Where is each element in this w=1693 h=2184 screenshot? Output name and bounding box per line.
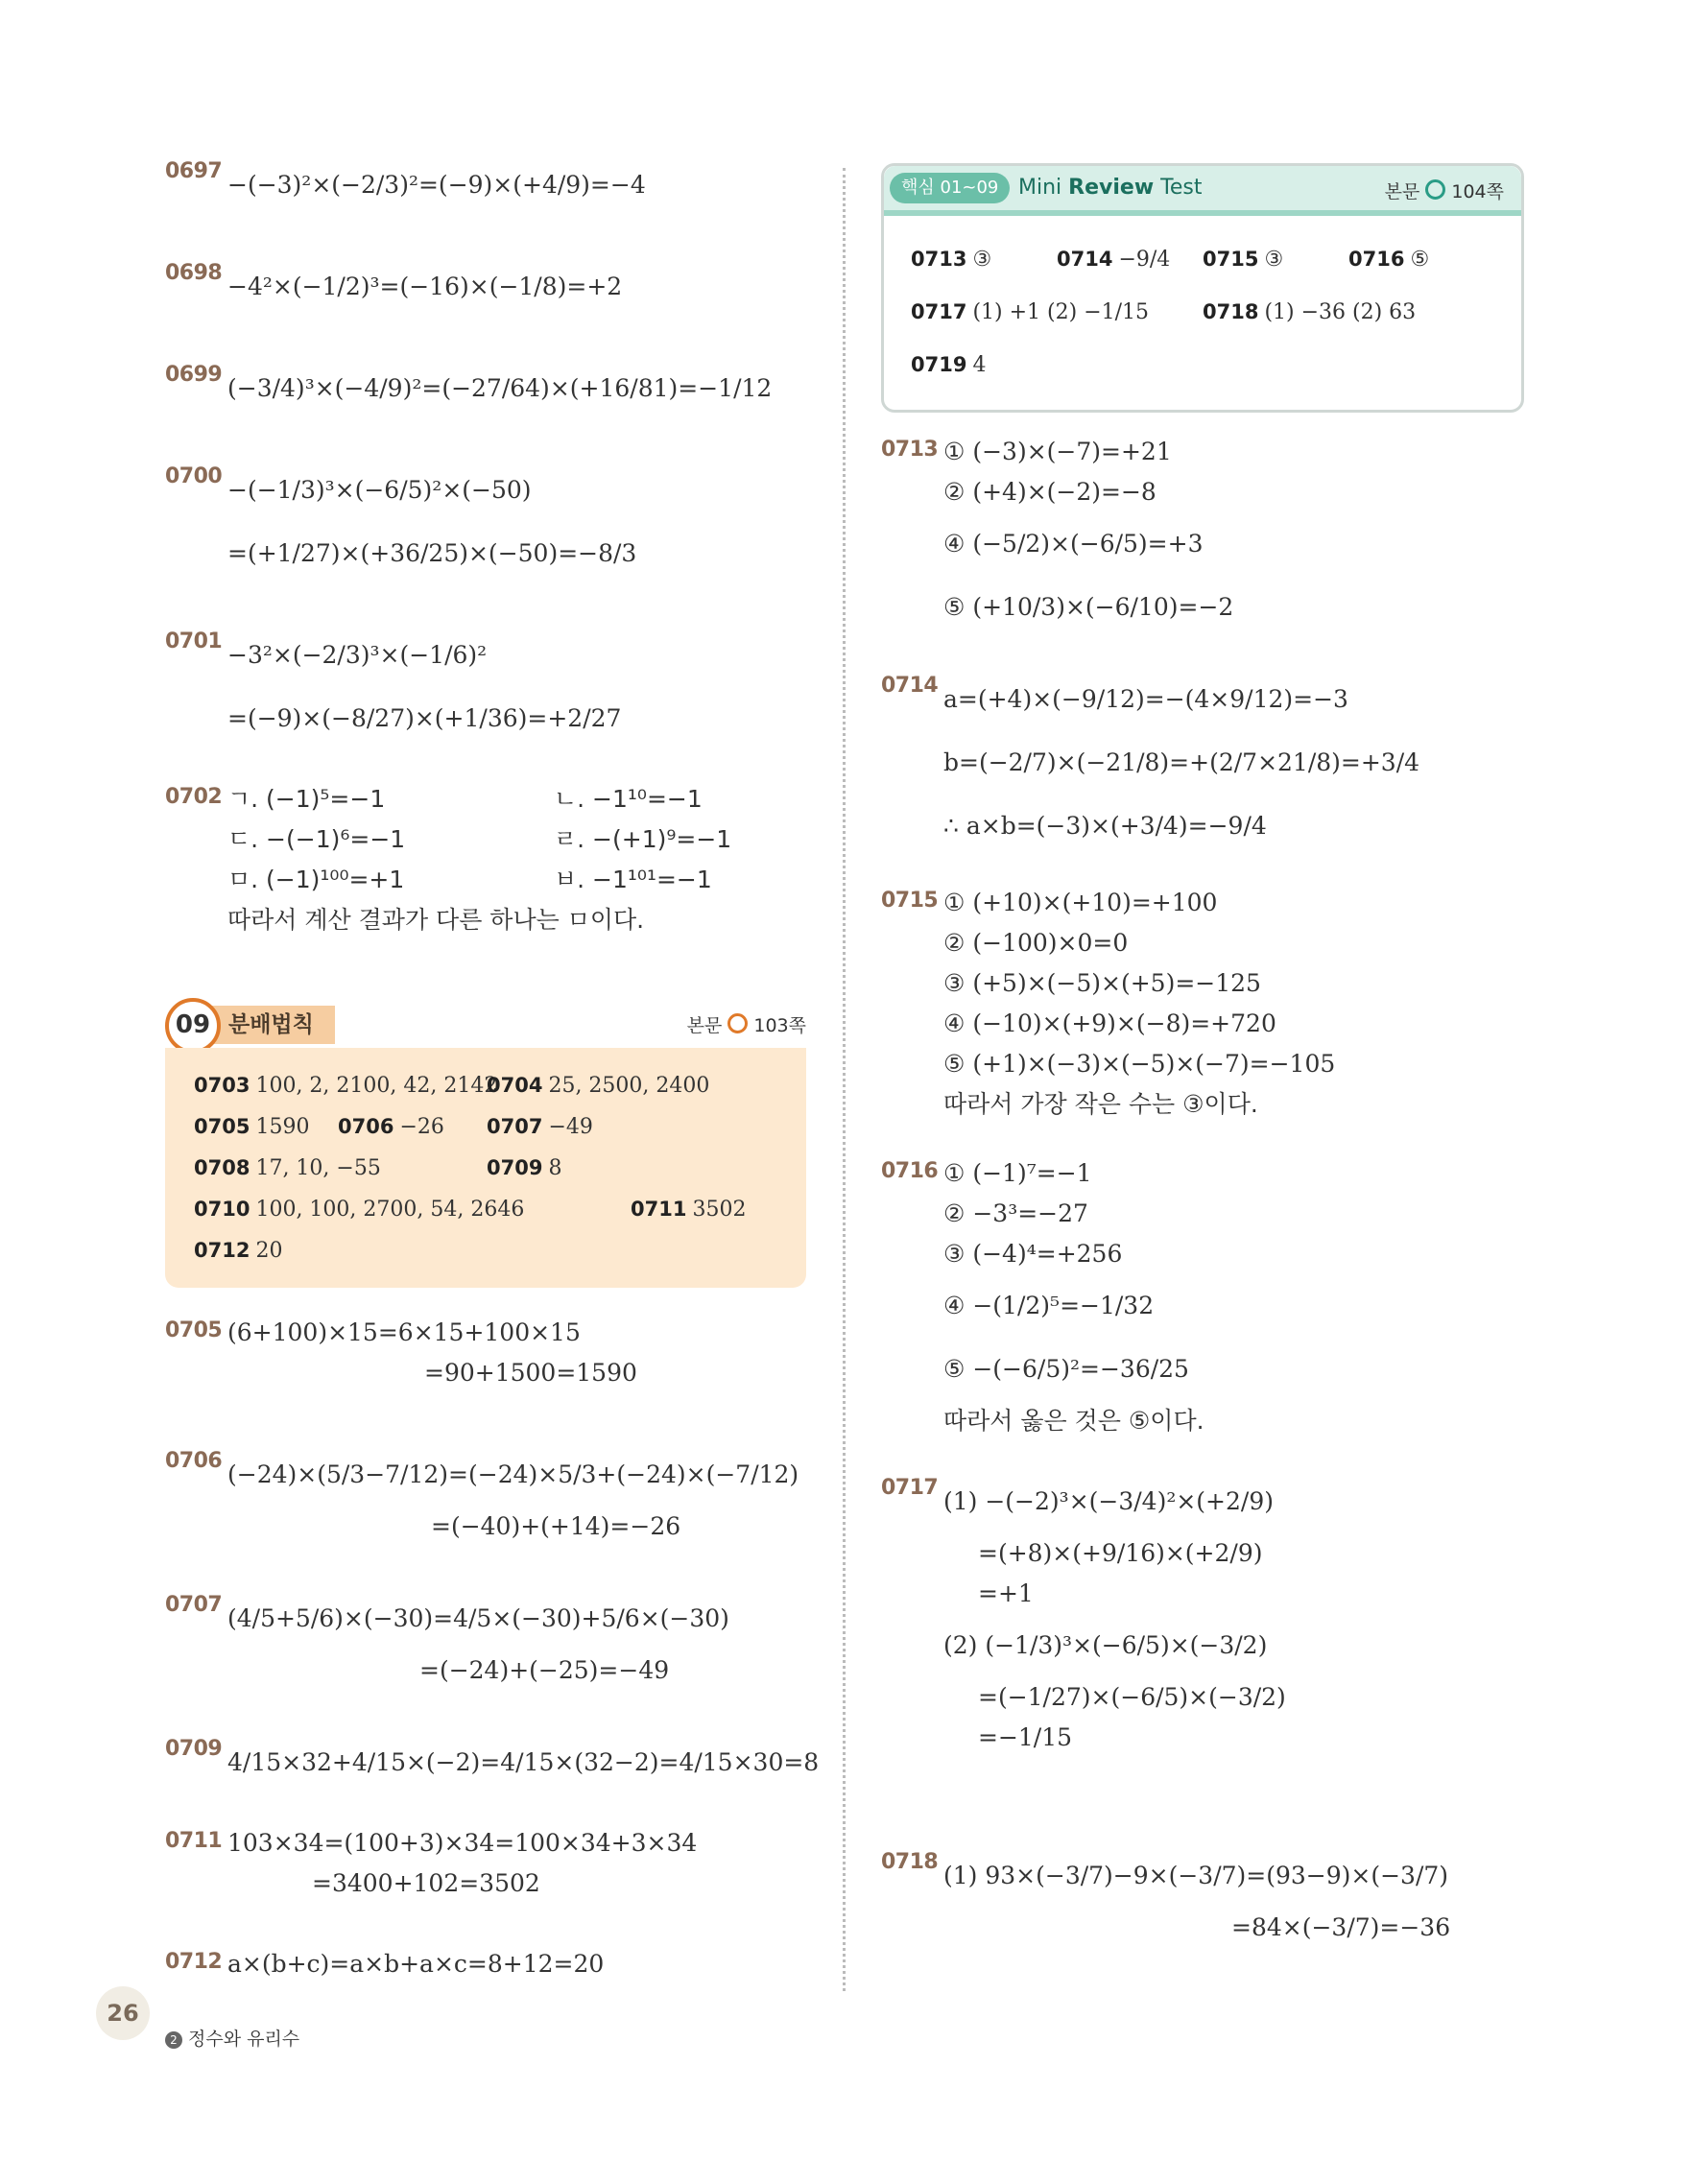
answer-item: 0711 3502 — [631, 1198, 747, 1222]
problem-0713 — [881, 432, 1534, 668]
choice-item: ㄴ. −1¹⁰=−1 — [554, 785, 703, 813]
choice-item: ㄷ. −(−1)⁶=−1 — [227, 825, 406, 853]
solution-line: =−1/15 — [978, 1723, 1073, 1751]
problem-0699 — [165, 357, 818, 459]
review-answer: 0713 ③ — [911, 248, 992, 272]
review-answers — [884, 216, 1521, 409]
ref-label: 본문 — [686, 1015, 723, 1036]
solution-line: a=(+4)×(−9/12)=−(4×9/12)=−3 — [943, 685, 1348, 713]
problem-number: 0698 — [165, 261, 223, 285]
solution-line: (−3/4)³×(−4/9)²=(−27/64)×(+16/81)=−1/12 — [227, 374, 773, 402]
problem-number: 0701 — [165, 629, 223, 653]
problem-0702 — [165, 779, 818, 940]
problem-0712 — [165, 1944, 818, 1984]
choice-item: ㄹ. −(+1)⁹=−1 — [554, 825, 732, 853]
problem-number: 0707 — [165, 1593, 223, 1617]
conclusion-text: 따라서 가장 작은 수는 ③이다. — [943, 1090, 1258, 1118]
choice-item: ㅂ. −1¹⁰¹=−1 — [554, 866, 712, 893]
answer-item: 0706 −26 — [338, 1115, 444, 1139]
solution-line: =(+8)×(+9/16)×(+2/9) — [978, 1539, 1263, 1567]
problem-number: 0709 — [165, 1737, 223, 1761]
section-answer-box — [165, 1048, 806, 1288]
problem-number: 0697 — [165, 159, 223, 183]
solution-line: 4/15×32+4/15×(−2)=4/15×(32−2)=4/15×30=8 — [227, 1748, 820, 1776]
review-answer: 0716 ⑤ — [1348, 248, 1430, 272]
solution-line: a×(b+c)=a×b+a×c=8+12=20 — [227, 1950, 605, 1978]
section-title: 분배법칙 — [200, 1006, 335, 1044]
answer-item: 0705 1590 — [194, 1115, 310, 1139]
answer-item: 0704 25, 2500, 2400 — [487, 1074, 710, 1098]
solution-line: ③ (+5)×(−5)×(+5)=−125 — [943, 969, 1261, 997]
choice-row — [227, 860, 818, 900]
left-column — [165, 154, 818, 940]
solution-line: −(−1/3)³×(−6/5)²×(−50) — [227, 476, 532, 504]
left-column-lower — [165, 1313, 818, 1984]
solution-line: ∴ a×b=(−3)×(+3/4)=−9/4 — [943, 812, 1267, 840]
chapter-title: 정수와 유리수 — [188, 2029, 300, 2050]
answer-item: 0709 8 — [487, 1156, 562, 1180]
ref-page: 103쪽 — [753, 1015, 806, 1036]
review-answer: 0714 −9/4 — [1057, 248, 1171, 272]
problem-0718 — [881, 1844, 1534, 1948]
answer-item: 0712 20 — [194, 1239, 283, 1263]
review-answer: 0718 (1) −36 (2) 63 — [1203, 300, 1417, 324]
problem-0715 — [881, 883, 1534, 1153]
section-page-ref — [687, 1011, 806, 1037]
arrow-circle-icon — [1425, 179, 1445, 200]
answer-item: 0710 100, 100, 2700, 54, 2646 — [194, 1198, 525, 1222]
solution-line: ④ −(1/2)⁵=−1/32 — [943, 1292, 1155, 1319]
review-row — [911, 233, 1494, 286]
review-row — [911, 339, 1494, 392]
solution-line: (2) (−1/3)³×(−6/5)×(−3/2) — [943, 1631, 1268, 1659]
problem-0714 — [881, 668, 1534, 883]
solution-line: ⑤ (+10/3)×(−6/10)=−2 — [943, 593, 1234, 621]
problem-number: 0706 — [165, 1449, 223, 1473]
solution-line: 103×34=(100+3)×34=100×34+3×34 — [227, 1829, 698, 1857]
solution-line: −4²×(−1/2)³=(−16)×(−1/8)=+2 — [227, 273, 623, 300]
solution-line: ⑤ (+1)×(−3)×(−5)×(−7)=−105 — [943, 1050, 1336, 1078]
problem-0717 — [881, 1470, 1534, 1844]
review-answer: 0719 4 — [911, 353, 987, 377]
problem-number: 0705 — [165, 1318, 223, 1342]
right-column — [881, 432, 1534, 1948]
problem-0711 — [165, 1823, 818, 1944]
problem-0707 — [165, 1587, 818, 1731]
solution-line: =90+1500=1590 — [424, 1359, 637, 1387]
problem-number: 0700 — [165, 464, 223, 488]
answer-row — [194, 1106, 777, 1148]
section-header — [165, 998, 806, 1048]
solution-line: =(−9)×(−8/27)×(+1/36)=+2/27 — [227, 704, 622, 732]
arrow-circle-icon — [727, 1013, 748, 1033]
solution-line: =84×(−3/7)=−36 — [1231, 1913, 1451, 1941]
solution-line: −(−3)²×(−2/3)²=(−9)×(+4/9)=−4 — [227, 171, 646, 199]
problem-0705 — [165, 1313, 818, 1443]
solution-line: ② (−100)×0=0 — [943, 929, 1129, 957]
solution-line: =3400+102=3502 — [312, 1869, 540, 1897]
solution-line: =(−24)+(−25)=−49 — [419, 1656, 670, 1684]
review-answer: 0717 (1) +1 (2) −1/15 — [911, 300, 1150, 324]
problem-0709 — [165, 1731, 818, 1823]
choice-row — [227, 779, 818, 819]
problem-number: 0716 — [881, 1159, 939, 1183]
problem-number: 0717 — [881, 1476, 939, 1500]
problem-0700 — [165, 459, 818, 624]
solution-line: ② (+4)×(−2)=−8 — [943, 478, 1156, 506]
answer-item: 0707 −49 — [487, 1115, 593, 1139]
mini-review-test-box — [881, 163, 1524, 413]
problem-0697 — [165, 154, 818, 255]
solution-line: =(+1/27)×(+36/25)×(−50)=−8/3 — [227, 539, 637, 567]
problem-0706 — [165, 1443, 818, 1587]
problem-0716 — [881, 1153, 1534, 1470]
solution-line: (1) −(−2)³×(−3/4)²×(+2/9) — [943, 1487, 1274, 1515]
problem-number: 0712 — [165, 1950, 223, 1974]
solution-line: (4/5+5/6)×(−30)=4/5×(−30)+5/6×(−30) — [227, 1604, 729, 1632]
review-title: Mini Review Test — [1018, 176, 1203, 200]
problem-0701 — [165, 624, 818, 779]
problem-number: 0713 — [881, 438, 939, 462]
column-divider — [843, 168, 846, 1991]
problem-0698 — [165, 255, 818, 357]
solution-line: ① (−1)⁷=−1 — [943, 1159, 1092, 1187]
answer-row — [194, 1189, 777, 1230]
choice-item: ㅁ. (−1)¹⁰⁰=+1 — [227, 866, 405, 893]
problem-number: 0702 — [165, 785, 223, 809]
review-header — [884, 166, 1521, 216]
solution-line: ④ (−10)×(+9)×(−8)=+720 — [943, 1009, 1276, 1037]
solution-line: ① (−3)×(−7)=+21 — [943, 438, 1172, 465]
solution-line: ② −3³=−27 — [943, 1199, 1088, 1227]
solution-line: ① (+10)×(+10)=+100 — [943, 889, 1218, 916]
answer-item: 0708 17, 10, −55 — [194, 1156, 381, 1180]
problem-number: 0718 — [881, 1850, 939, 1874]
solution-line: −3²×(−2/3)³×(−1/6)² — [227, 641, 488, 669]
problem-number: 0715 — [881, 889, 939, 913]
conclusion-text: 따라서 계산 결과가 다른 하나는 ㅁ이다. — [227, 906, 645, 934]
problem-number: 0699 — [165, 363, 223, 387]
solution-line: ③ (−4)⁴=+256 — [943, 1240, 1123, 1268]
choice-item: ㄱ. (−1)⁵=−1 — [227, 785, 386, 813]
chapter-label — [165, 2025, 299, 2051]
solution-line: =+1 — [978, 1579, 1034, 1607]
answer-row — [194, 1148, 777, 1189]
solution-line: (−24)×(5/3−7/12)=(−24)×5/3+(−24)×(−7/12) — [227, 1460, 799, 1488]
review-answer: 0715 ③ — [1203, 248, 1284, 272]
solution-line: =(−40)+(+14)=−26 — [431, 1512, 681, 1540]
conclusion-text: 따라서 옳은 것은 ⑤이다. — [943, 1407, 1204, 1435]
solution-line: (1) 93×(−3/7)−9×(−3/7)=(93−9)×(−3/7) — [943, 1862, 1449, 1889]
review-page-ref: 본문 104쪽 — [1384, 181, 1504, 202]
solution-line: b=(−2/7)×(−21/8)=+(2/7×21/8)=+3/4 — [943, 748, 1420, 776]
solution-line: ⑤ −(−6/5)²=−36/25 — [943, 1355, 1189, 1383]
choice-row — [227, 819, 818, 860]
answer-row — [194, 1230, 777, 1271]
review-tag: 핵심 01~09 — [890, 173, 1010, 203]
answer-item: 0703 100, 2, 2100, 42, 2142 — [194, 1074, 498, 1098]
solution-line: =(−1/27)×(−6/5)×(−3/2) — [978, 1683, 1286, 1711]
problem-number: 0714 — [881, 674, 939, 698]
solution-line: (6+100)×15=6×15+100×15 — [227, 1318, 581, 1346]
chapter-number-icon: 2 — [165, 2031, 182, 2049]
section-number: 09 — [165, 998, 221, 1054]
page-number: 26 — [96, 1986, 150, 2040]
answer-row — [194, 1065, 777, 1106]
review-row — [911, 286, 1494, 339]
problem-number: 0711 — [165, 1829, 223, 1853]
solution-line: ④ (−5/2)×(−6/5)=+3 — [943, 530, 1204, 558]
